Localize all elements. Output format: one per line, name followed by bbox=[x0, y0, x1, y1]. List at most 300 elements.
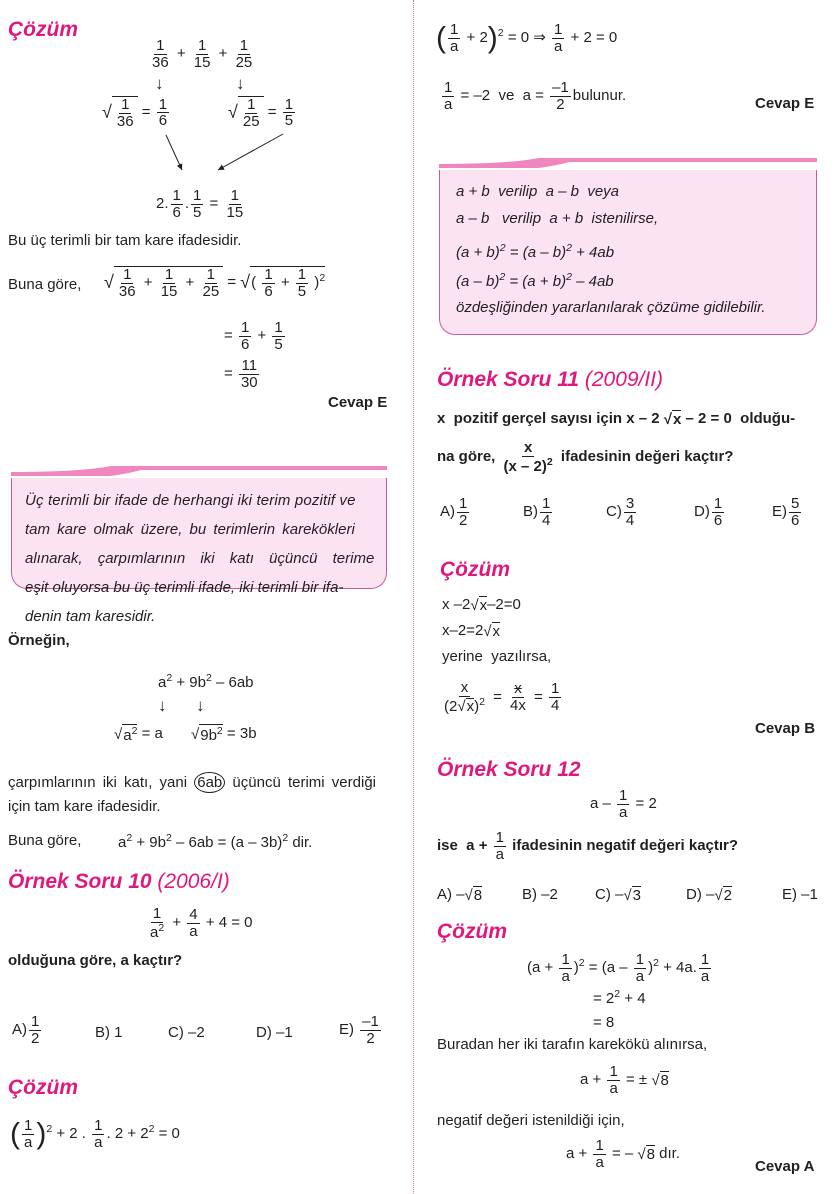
answer-label: Cevap A bbox=[755, 1158, 815, 1175]
numerator: 1 bbox=[274, 319, 283, 336]
math-text: – 2 = 0 olduğu- bbox=[681, 410, 796, 427]
math-text: √ bbox=[457, 697, 466, 715]
question-text bbox=[437, 440, 733, 475]
note-text bbox=[456, 178, 766, 321]
numerator: 1 bbox=[164, 266, 174, 283]
math-text: a bbox=[158, 674, 167, 691]
note-line: tam kare olmak üzere, bu terimlerin karekökleri bbox=[25, 521, 355, 538]
denominator: a bbox=[700, 967, 710, 985]
numerator: 1 bbox=[197, 37, 207, 54]
math-text: – bbox=[456, 886, 465, 903]
math-text: x–2=2 bbox=[442, 622, 484, 639]
parenthesis: ( bbox=[10, 1117, 20, 1151]
superscript: 2 bbox=[499, 242, 506, 254]
option-c[interactable] bbox=[595, 886, 641, 904]
math-text: √ bbox=[228, 102, 238, 123]
denominator: 4 bbox=[542, 511, 551, 529]
parenthesis: ) bbox=[36, 1117, 47, 1151]
denominator: 4x bbox=[510, 697, 526, 715]
denominator bbox=[442, 697, 487, 715]
numerator: 1 bbox=[158, 95, 168, 113]
note-line: a – b verilip a + b istenilirse, bbox=[456, 210, 659, 227]
math-text: B) bbox=[95, 1024, 110, 1041]
buna-gore-label: Buna göre, bbox=[8, 276, 82, 293]
square-root bbox=[191, 724, 223, 744]
fraction bbox=[272, 320, 284, 353]
superscript: 2 bbox=[131, 725, 138, 737]
numerator: 1 bbox=[264, 266, 273, 283]
option-d[interactable] bbox=[686, 886, 732, 904]
denominator: a bbox=[189, 922, 198, 940]
question-text bbox=[437, 410, 795, 428]
solution-line bbox=[527, 952, 713, 985]
math-text: √ bbox=[240, 272, 251, 293]
math-text: üçüncü terimi verdiği bbox=[225, 774, 376, 791]
math-text: ( $\frac{1}{6}$ + $\frac{1}{5}$ )$^2$ bbox=[251, 266, 326, 300]
note-line bbox=[456, 265, 766, 294]
math-text: + 2 bbox=[466, 29, 488, 47]
question-text bbox=[437, 830, 738, 863]
denominator: 6 bbox=[158, 112, 168, 130]
denominator: 6 bbox=[791, 511, 800, 529]
denominator: 25 bbox=[202, 282, 220, 300]
math-text: D) bbox=[256, 1024, 272, 1041]
paragraph: Bu üç terimli bir tam kare ifadesidir. bbox=[8, 232, 242, 249]
fraction bbox=[593, 1138, 605, 1171]
math-text: + bbox=[218, 45, 228, 63]
math-text: a bbox=[150, 923, 159, 941]
numerator: 1 bbox=[94, 1117, 103, 1134]
numerator: 3 bbox=[625, 495, 635, 512]
math-text: = 3b bbox=[222, 724, 257, 742]
fraction bbox=[159, 267, 180, 300]
fraction bbox=[624, 496, 636, 529]
paragraph bbox=[8, 772, 376, 793]
math-text bbox=[122, 724, 137, 744]
math-text: na göre, bbox=[437, 448, 496, 466]
superscript: 2 bbox=[126, 832, 133, 844]
fraction bbox=[540, 496, 552, 529]
denominator: 25 bbox=[235, 53, 253, 71]
math-text: (2009/II) bbox=[584, 368, 664, 391]
denominator: 5 bbox=[284, 112, 294, 130]
numerator: 1 bbox=[24, 1117, 33, 1134]
cozum-heading: Çözüm bbox=[8, 18, 78, 41]
fraction bbox=[29, 1014, 41, 1047]
denominator: 6 bbox=[713, 511, 723, 529]
math-text: = bbox=[209, 195, 219, 213]
numerator: 1 bbox=[554, 21, 563, 38]
math-text: –2 bbox=[541, 886, 558, 903]
numerator: 5 bbox=[791, 495, 800, 512]
solution-line: Buradan her iki tarafın karekökü alınırsa, bbox=[437, 1036, 708, 1053]
math-text bbox=[11, 466, 387, 476]
denominator: a bbox=[495, 845, 504, 863]
math-text: D) bbox=[694, 503, 710, 521]
math-text: dır. bbox=[655, 1145, 681, 1163]
denominator: a bbox=[595, 1153, 604, 1171]
fraction bbox=[296, 267, 308, 300]
numerator: 1 bbox=[172, 187, 181, 204]
math-text: A) bbox=[437, 886, 452, 903]
option-b[interactable] bbox=[522, 886, 558, 903]
note-line: eşit oluyorsa bu üç terimli ifade, iki terimli bir ifa- bbox=[25, 579, 344, 596]
math-text: Örnek Soru 10 bbox=[8, 870, 152, 893]
denominator: 2 bbox=[556, 95, 565, 113]
math-text: √ bbox=[114, 725, 123, 743]
square-root bbox=[240, 266, 325, 300]
math-text: + bbox=[280, 274, 290, 292]
math-text bbox=[114, 266, 223, 300]
math-text: √ bbox=[483, 622, 492, 640]
arrow-line bbox=[218, 134, 283, 170]
superscript: 2 bbox=[165, 832, 172, 844]
denominator: a bbox=[24, 1133, 33, 1151]
denominator: 4 bbox=[550, 697, 560, 715]
fraction bbox=[171, 188, 183, 221]
root-a2 bbox=[114, 724, 163, 744]
numerator: 1 bbox=[297, 266, 307, 283]
solution-fraction bbox=[440, 680, 563, 715]
option-c[interactable] bbox=[606, 496, 638, 529]
math-text: a bbox=[123, 727, 132, 744]
option-d[interactable] bbox=[694, 496, 726, 529]
square-root bbox=[470, 596, 487, 614]
superscript: 2 bbox=[546, 455, 553, 468]
superscript: 2 bbox=[216, 725, 223, 737]
fraction bbox=[502, 440, 555, 475]
math-text: = – bbox=[611, 1145, 634, 1163]
numerator: 1 bbox=[230, 187, 239, 204]
math-text: (a + bbox=[527, 959, 554, 977]
solution-line bbox=[566, 1138, 680, 1171]
math-text: 1 bbox=[114, 1024, 123, 1041]
square-root bbox=[651, 1071, 669, 1089]
denominator: a bbox=[635, 967, 645, 985]
fraction bbox=[712, 496, 724, 529]
math-text: –1 bbox=[276, 1024, 293, 1041]
superscript: 2 bbox=[499, 271, 506, 283]
denominator: 2 bbox=[366, 1029, 375, 1047]
denominator: a bbox=[444, 95, 453, 113]
math-text: 8 bbox=[646, 1146, 655, 1164]
math-text: B) bbox=[523, 503, 538, 521]
question-heading bbox=[8, 870, 230, 894]
math-text: ) bbox=[573, 959, 579, 977]
cozum-heading: Çözüm bbox=[8, 1076, 78, 1099]
fraction bbox=[549, 681, 561, 714]
math-text: = bbox=[267, 103, 277, 121]
note-box bbox=[11, 478, 387, 625]
fraction bbox=[607, 1064, 619, 1097]
fraction bbox=[239, 358, 260, 391]
math-text: + 9b bbox=[172, 674, 206, 691]
denominator: 5 bbox=[193, 203, 202, 221]
numerator: x bbox=[460, 679, 469, 696]
math-text: √ bbox=[102, 102, 112, 123]
math-text: = bbox=[493, 688, 502, 706]
fraction bbox=[789, 496, 801, 529]
fraction bbox=[360, 1014, 381, 1047]
math-text: E) bbox=[782, 886, 797, 903]
math-text: C) bbox=[606, 503, 622, 521]
fraction bbox=[508, 681, 528, 714]
option-e[interactable] bbox=[782, 886, 818, 903]
math-text: x bbox=[492, 623, 501, 641]
numerator: 1 bbox=[156, 37, 165, 54]
math-text: √ bbox=[651, 1071, 660, 1089]
math-text: √ bbox=[637, 1145, 646, 1163]
math-text: –1 bbox=[801, 886, 818, 903]
numerator: x bbox=[523, 439, 533, 456]
note-line: alınarak, çarpımlarının iki katı üçüncü terime bbox=[25, 550, 375, 567]
superscript: 2 bbox=[566, 242, 572, 254]
square-root bbox=[483, 622, 500, 640]
denominator: 36 bbox=[116, 112, 134, 130]
math-text: = (a – b) bbox=[505, 244, 567, 261]
math-text: x bbox=[466, 698, 475, 716]
solution-line bbox=[442, 596, 521, 614]
math-text: = 0 bbox=[154, 1125, 180, 1143]
numerator: 1 bbox=[450, 21, 459, 38]
math-text: . bbox=[184, 195, 190, 213]
math-text: + 4ab bbox=[571, 244, 615, 261]
math-text: + 9b bbox=[132, 834, 166, 851]
option-e[interactable] bbox=[772, 496, 803, 529]
fraction bbox=[117, 267, 138, 300]
fraction bbox=[559, 952, 571, 985]
math-text: √ bbox=[464, 886, 473, 904]
numerator: 1 bbox=[619, 787, 628, 804]
denominator: a bbox=[619, 803, 628, 821]
math-text: ) bbox=[474, 697, 480, 715]
math-text: √ bbox=[191, 725, 200, 743]
denominator: a bbox=[609, 1079, 618, 1097]
numerator: –1 bbox=[552, 79, 569, 96]
ornegin-heading: Örneğin, bbox=[8, 632, 70, 649]
math-text: dir. bbox=[288, 834, 313, 851]
option-c[interactable] bbox=[168, 1024, 205, 1041]
fraction bbox=[442, 80, 454, 113]
math-text: + bbox=[176, 45, 186, 63]
question-heading bbox=[437, 368, 663, 392]
math-text: + bbox=[143, 274, 153, 292]
math-text bbox=[439, 158, 817, 168]
denominator: 6 bbox=[240, 335, 250, 353]
parenthesis: ) bbox=[487, 21, 498, 55]
square-root bbox=[623, 886, 641, 904]
denominator: a bbox=[561, 967, 570, 985]
math-text: C) bbox=[595, 886, 611, 903]
down-arrow-icon: ↓ bbox=[196, 696, 205, 715]
math-text: ifadesinin değeri kaçtır? bbox=[560, 448, 734, 466]
math-text: ) bbox=[648, 959, 654, 977]
parenthesis: ( bbox=[436, 21, 446, 55]
math-text: 2. bbox=[156, 195, 169, 213]
fraction bbox=[187, 907, 199, 940]
math-text: – 6ab = (a – 3b) bbox=[171, 834, 283, 851]
numerator: 1 bbox=[206, 266, 215, 283]
math-text: + bbox=[185, 274, 195, 292]
buna-gore-label: Buna göre, bbox=[8, 832, 82, 849]
math-text: √ bbox=[623, 886, 632, 904]
numerator: 1 bbox=[609, 1063, 618, 1080]
option-b[interactable] bbox=[523, 496, 554, 529]
square-root bbox=[457, 698, 474, 715]
denominator: 2 bbox=[31, 1029, 40, 1047]
option-a[interactable] bbox=[12, 1014, 43, 1047]
superscript: 2 bbox=[158, 921, 165, 934]
math-text: + bbox=[172, 914, 182, 932]
math-text: + 4 bbox=[620, 990, 646, 1007]
math-text: a + bbox=[566, 1145, 588, 1163]
numerator: 1 bbox=[550, 680, 560, 698]
fraction bbox=[22, 1118, 34, 1151]
root-9b2 bbox=[191, 724, 257, 744]
numerator: 1 bbox=[193, 187, 202, 204]
denominator: 6 bbox=[264, 282, 273, 300]
math-text: x bbox=[479, 597, 488, 615]
math-text: A) bbox=[12, 1021, 27, 1039]
superscript: 2 bbox=[148, 1123, 155, 1136]
denominator: 30 bbox=[240, 373, 258, 391]
superscript: 2 bbox=[497, 27, 504, 40]
math-text: – bbox=[706, 886, 715, 903]
superscript: 2 bbox=[166, 672, 173, 684]
math-text: ifadesinin negatif değeri kaçtır? bbox=[512, 837, 739, 855]
math-text: C) bbox=[168, 1024, 184, 1041]
solution-line bbox=[442, 622, 500, 640]
fraction bbox=[634, 952, 646, 985]
numerator: 1 bbox=[152, 905, 162, 922]
option-b[interactable] bbox=[95, 1024, 123, 1041]
math-text: x bbox=[673, 411, 682, 429]
numerator: 1 bbox=[444, 79, 453, 96]
denominator: 6 bbox=[172, 203, 181, 221]
math-text: 8 bbox=[660, 1072, 669, 1090]
math-text: √ bbox=[663, 410, 673, 428]
note-line: a + b verilip a – b veya bbox=[456, 183, 620, 200]
arrow-line bbox=[166, 135, 182, 170]
math-text: = (a – bbox=[584, 959, 628, 977]
numerator: 1 bbox=[284, 95, 294, 113]
question-text: olduğuna göre, a kaçtır? bbox=[8, 952, 183, 969]
fraction bbox=[200, 267, 221, 300]
final-identity bbox=[118, 832, 312, 851]
math-text: ⇒ bbox=[533, 29, 546, 47]
option-a[interactable] bbox=[437, 886, 482, 904]
superscript: 2 bbox=[614, 988, 621, 1000]
fraction bbox=[92, 1118, 104, 1151]
superscript: 2 bbox=[653, 957, 659, 970]
column-divider bbox=[413, 0, 414, 1194]
math-text: = 2 bbox=[593, 990, 615, 1007]
math-text: = bbox=[224, 327, 233, 345]
math-text: + 2 = 0 bbox=[570, 29, 618, 47]
math-text: = –2 ve a = bbox=[460, 87, 544, 105]
superscript: 2 bbox=[205, 672, 212, 684]
superscript: 2 bbox=[479, 695, 485, 708]
solution-line: = 8 bbox=[593, 1014, 615, 1031]
denominator bbox=[148, 923, 166, 941]
denominator: 5 bbox=[274, 335, 283, 353]
math-text: = 0 bbox=[507, 29, 530, 47]
math-text: Örnek Soru 11 bbox=[437, 368, 579, 391]
numerator: 1 bbox=[495, 829, 504, 846]
solution-line: yerine yazılırsa, bbox=[442, 648, 552, 665]
math-text: x pozitif gerçel sayısı için x – 2 bbox=[437, 410, 660, 427]
math-text: bulunur. bbox=[572, 87, 627, 105]
superscript: 2 bbox=[46, 1123, 53, 1136]
fraction bbox=[552, 22, 564, 55]
product-expression bbox=[156, 188, 247, 221]
superscript: 2 bbox=[566, 271, 572, 283]
square-root bbox=[637, 1145, 655, 1163]
option-a[interactable] bbox=[440, 496, 471, 529]
square-root bbox=[114, 724, 137, 744]
fraction bbox=[617, 788, 629, 821]
numerator: 1 bbox=[459, 495, 468, 512]
numerator: 1 bbox=[542, 495, 551, 512]
denominator: 5 bbox=[297, 282, 307, 300]
root-sum-equation bbox=[104, 266, 325, 300]
answer-label: Cevap B bbox=[755, 720, 816, 737]
math-text: = bbox=[224, 365, 233, 383]
denominator: a bbox=[94, 1133, 103, 1151]
denominator: 15 bbox=[160, 282, 178, 300]
math-text: E) bbox=[772, 503, 787, 521]
denominator: a bbox=[450, 37, 459, 55]
numerator: 11 bbox=[241, 357, 258, 374]
numerator: 1 bbox=[239, 37, 249, 54]
math-text: . 2 + 2 bbox=[106, 1125, 149, 1143]
math-text: = bbox=[227, 273, 237, 291]
superscript: 2 bbox=[319, 272, 326, 285]
math-text: √ bbox=[104, 272, 114, 293]
numerator: x bbox=[514, 680, 522, 698]
option-d[interactable] bbox=[256, 1024, 293, 1041]
math-text: + 2 . bbox=[56, 1125, 86, 1143]
math-text: = 2 bbox=[635, 795, 657, 813]
note-line: Üç terimli bir ifade de herhangi iki terim pozitif ve bbox=[25, 492, 356, 509]
cozum-heading: Çözüm bbox=[440, 558, 510, 581]
denominator: 25 bbox=[242, 112, 260, 130]
math-text: – 6ab bbox=[211, 674, 254, 691]
option-e[interactable] bbox=[339, 1014, 383, 1047]
math-text: 9b bbox=[200, 727, 217, 744]
numerator: 1 bbox=[635, 951, 645, 968]
answer-label: Cevap E bbox=[328, 394, 388, 411]
math-text: √ bbox=[714, 886, 723, 904]
down-arrow-icon: ↓ bbox=[155, 74, 164, 93]
math-text: 8 bbox=[473, 887, 483, 905]
numerator: 1 bbox=[713, 495, 723, 512]
fraction bbox=[550, 80, 571, 113]
fraction bbox=[494, 830, 506, 863]
math-text: = ± bbox=[625, 1071, 648, 1089]
question-heading: Örnek Soru 12 bbox=[437, 758, 581, 781]
square-root bbox=[714, 886, 732, 904]
math-text: x –2 bbox=[442, 596, 471, 613]
math-text: + 4a. bbox=[658, 959, 697, 977]
numerator: 1 bbox=[240, 319, 250, 336]
numerator: 1 bbox=[121, 96, 130, 113]
math-text: = bbox=[534, 688, 543, 706]
math-text: + bbox=[257, 327, 267, 345]
fraction bbox=[191, 188, 203, 221]
numerator: 1 bbox=[595, 1137, 604, 1154]
math-text: –2=0 bbox=[487, 596, 521, 613]
